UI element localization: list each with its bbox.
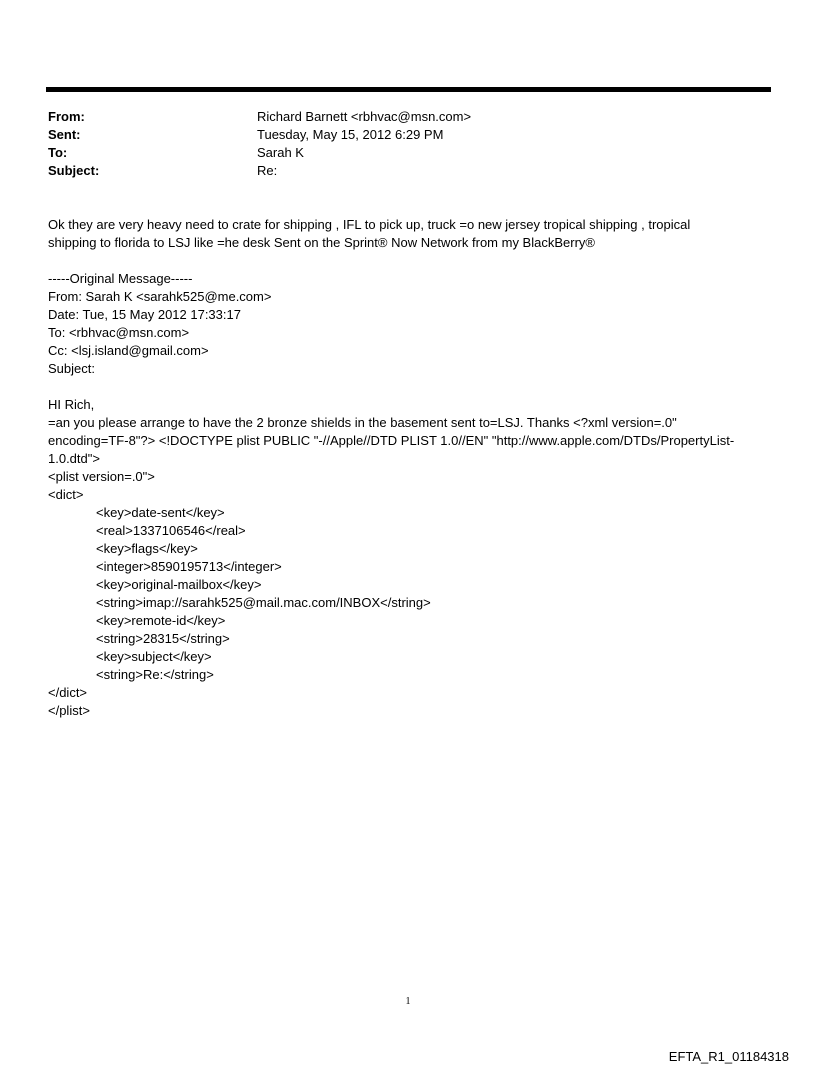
plist-line: <key>subject</key>: [96, 649, 212, 664]
subject-value: Re:: [257, 163, 278, 178]
greeting: HI Rich,: [48, 397, 95, 412]
plist-line: <string>28315</string>: [96, 631, 230, 646]
plist-line: <real>1337106546</real>: [96, 523, 246, 538]
subject-label: Subject:: [48, 163, 100, 178]
from-label: From:: [48, 109, 85, 124]
message-line-3: 1.0.dtd">: [48, 451, 100, 466]
reply-line-2: shipping to florida to LSJ like =he desk Sent on the Sprint® Now Network from my BlackBerry®: [48, 235, 595, 250]
dict-open: <dict>: [48, 487, 84, 502]
plist-line: <string>imap://sarahk525@mail.mac.com/INBOX</string>: [96, 595, 431, 610]
original-from: From: Sarah K <sarahk525@me.com>: [48, 289, 272, 304]
to-value: Sarah K: [257, 145, 304, 160]
plist-line: <key>original-mailbox</key>: [96, 577, 262, 592]
from-row: [48, 108, 768, 126]
message-line-1: =an you please arrange to have the 2 bronze shields in the basement sent to=LSJ. Thanks <?xml version=.0": [48, 415, 677, 430]
subject-row: [48, 162, 768, 180]
original-subject: Subject:: [48, 361, 95, 376]
original-date: Date: Tue, 15 May 2012 17:33:17: [48, 307, 241, 322]
dict-close: </dict>: [48, 685, 88, 700]
sent-row: [48, 126, 768, 144]
plist-line: <string>Re:</string>: [96, 667, 214, 682]
original-to: To: <rbhvac@msn.com>: [48, 325, 190, 340]
to-row: [48, 144, 768, 162]
bates-number: EFTA_R1_01184318: [668, 1049, 789, 1064]
plist-line: <key>flags</key>: [96, 541, 198, 556]
plist-line: <key>remote-id</key>: [96, 613, 226, 628]
email-header: [48, 108, 768, 180]
email-body: [48, 216, 773, 720]
sent-label: Sent:: [48, 127, 81, 142]
reply-line-1: Ok they are very heavy need to crate for shipping , IFL to pick up, truck =o new jersey tropical shipping , tropical: [48, 217, 691, 232]
message-line-2: encoding=TF-8"?> <!DOCTYPE plist PUBLIC "-//Apple//DTD PLIST 1.0//EN" "http://www.apple.com/DTDs/PropertyList-: [48, 433, 735, 448]
page-number: 1: [405, 996, 411, 1007]
plist-line: <key>date-sent</key>: [96, 505, 225, 520]
sent-value: Tuesday, May 15, 2012 6:29 PM: [257, 127, 444, 142]
plist-line: <integer>8590195713</integer>: [96, 559, 282, 574]
plist-open: <plist version=.0">: [48, 469, 155, 484]
header-rule: [46, 87, 771, 92]
plist-close: </plist>: [48, 703, 90, 718]
original-message-marker: -----Original Message-----: [48, 271, 193, 286]
from-value: Richard Barnett <rbhvac@msn.com>: [257, 109, 472, 124]
to-label: To:: [48, 145, 68, 160]
original-cc: Cc: <lsj.island@gmail.com>: [48, 343, 209, 358]
